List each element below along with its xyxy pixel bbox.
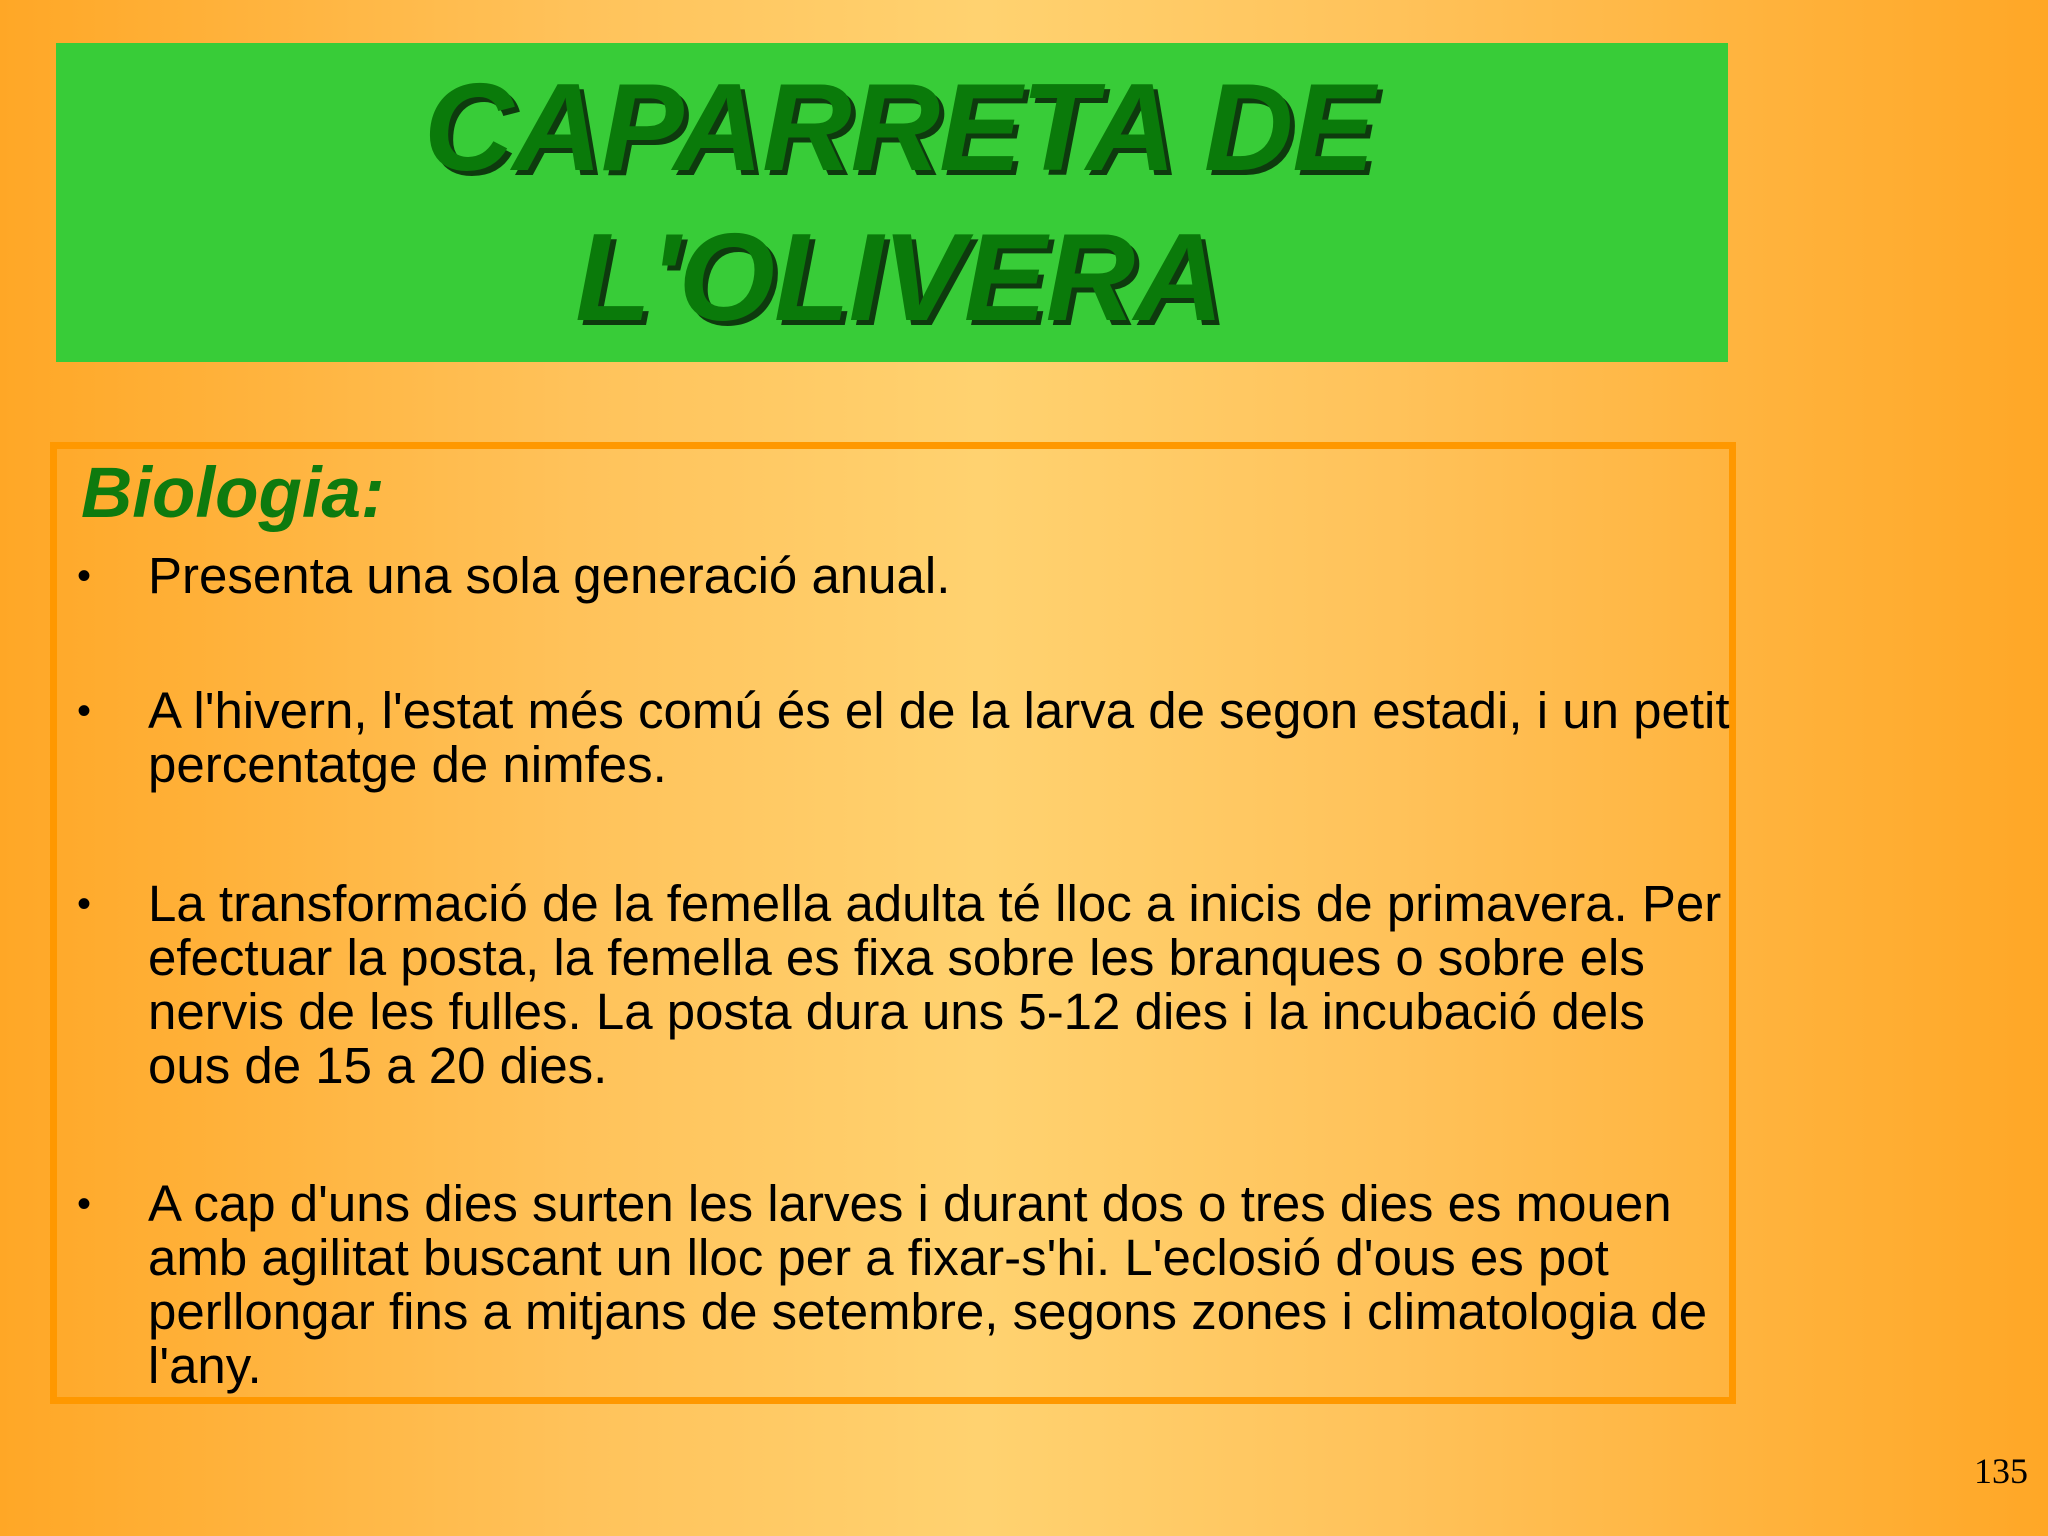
bullet-icon: • [77,554,92,598]
slide-title-line-2: L'OLIVERA [575,208,1223,347]
bullet-text: A cap d'uns dies surten les larves i durant dos o tres dies es mouen amb agilitat buscant un lloc per a fixar-s'hi. L'eclosió d'ous es pot perllongar fins a mitjans de setembre, segons zones i climatologia de l'any. [148,1175,1708,1394]
bullet-text: La transformació de la femella adulta té lloc a inicis de primavera. Per efectuar la posta, la femella es fixa sobre les branques o sobre els nervis de les fulles. La posta dura uns 5-12 dies i la incubació dels ous de 15 a 20 dies. [148,875,1722,1094]
page-number: 135 [1974,1451,2028,1491]
section-heading: Biologia: [81,454,385,533]
bullet-text: A l'hivern, l'estat més comú és el de la larva de segon estadi, i un petit percentatge de nimfes. [148,682,1730,793]
slide-title-box [56,43,1728,362]
bullet-icon: • [77,689,92,733]
content-box [50,442,1736,1404]
bullet-text: Presenta una sola generació anual. [148,547,951,604]
bullet-icon: • [77,882,92,926]
bullet-icon: • [77,1182,92,1226]
slide-title-line-1: CAPARRETA DE [423,58,1375,197]
